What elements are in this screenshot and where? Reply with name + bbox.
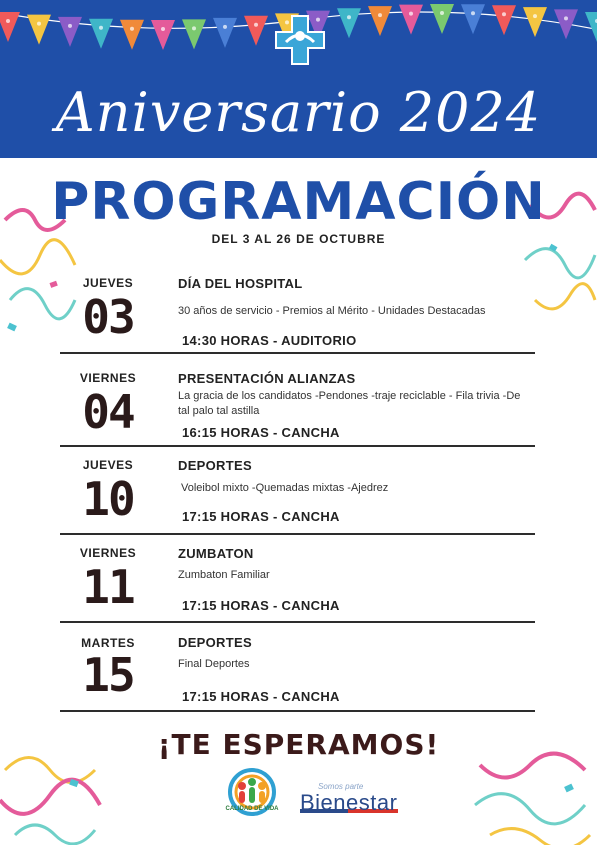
event-description: Zumbaton Familiar xyxy=(178,569,270,581)
event-description: Voleibol mixto -Quemadas mixtas -Ajedrez xyxy=(181,482,389,494)
event-time: 17:15 HORAS - CANCHA xyxy=(182,509,340,524)
bienestar-tagline: Somos parte xyxy=(318,782,364,791)
bunting-dot xyxy=(192,26,196,30)
bunting-flag xyxy=(89,19,113,49)
bunting-flag xyxy=(368,6,392,36)
event-day-number: 03 xyxy=(82,290,134,344)
bunting-dot xyxy=(378,13,382,17)
bunting-flag xyxy=(0,12,20,42)
bunting-flag xyxy=(399,5,423,35)
bunting-flag xyxy=(120,20,144,50)
event-time: 17:15 HORAS - CANCHA xyxy=(182,689,340,704)
event-name: PRESENTACIÓN ALIANZAS xyxy=(178,371,356,386)
logo-left-label xyxy=(212,806,292,813)
bunting-dot xyxy=(471,11,475,15)
logo-left-text: CALIDAD DE VIDA xyxy=(225,806,279,812)
bunting-flag xyxy=(182,19,206,49)
event-name: DÍA DEL HOSPITAL xyxy=(178,276,303,291)
event-weekday: MARTES xyxy=(81,636,135,650)
bunting-flag xyxy=(461,4,485,34)
event-description: La gracia de los candidatos -Pendones -traje reciclable - Fila trivia -De tal palo tal astilla xyxy=(178,390,521,417)
bunting-dot xyxy=(254,23,258,27)
bunting-dot xyxy=(440,11,444,15)
program-title: PROGRAMACIÓN xyxy=(51,172,546,232)
bienestar-wordmark: Bienestar xyxy=(300,790,398,815)
event-row xyxy=(60,452,535,535)
event-time: 16:15 HORAS - CANCHA xyxy=(182,425,340,440)
event-description: 30 años de servicio - Premios al Mérito - Unidades Destacadas xyxy=(178,305,486,317)
event-day-number: 15 xyxy=(82,648,134,702)
bunting-flag xyxy=(523,7,547,37)
bunting-flag xyxy=(27,15,51,45)
event-time: 14:30 HORAS - AUDITORIO xyxy=(182,333,357,348)
bunting-flag xyxy=(213,18,237,48)
event-row xyxy=(60,628,535,712)
bunting-dot xyxy=(533,14,537,18)
event-row xyxy=(60,268,535,354)
event-row xyxy=(60,540,535,623)
bunting-flag xyxy=(492,5,516,35)
bunting-dot xyxy=(409,12,413,16)
family-circle-logo xyxy=(220,766,284,832)
hospital-cross-icon xyxy=(272,12,328,68)
bunting-flag xyxy=(337,8,361,38)
closing-message: ¡TE ESPERAMOS! xyxy=(157,728,440,761)
bunting-flag xyxy=(554,9,578,39)
event-time: 17:15 HORAS - CANCHA xyxy=(182,598,340,613)
bunting-flag xyxy=(430,4,454,34)
bunting-dot xyxy=(99,26,103,30)
bunting-dot xyxy=(564,16,568,20)
bunting-flag xyxy=(151,20,175,50)
bunting-dot xyxy=(130,27,134,31)
event-weekday: JUEVES xyxy=(82,276,134,290)
event-weekday: VIERNES xyxy=(79,371,137,385)
event-row xyxy=(60,365,535,447)
bunting-dot xyxy=(68,24,72,28)
bunting-dot xyxy=(502,12,506,16)
bunting-dot xyxy=(6,19,10,23)
bunting-flag xyxy=(58,17,82,47)
banner-title: Aniversario 2024 xyxy=(55,81,542,144)
bunting-dot xyxy=(223,25,227,29)
bunting-dot xyxy=(161,27,165,31)
bunting-dot xyxy=(347,15,351,19)
header-banner xyxy=(0,0,597,158)
event-name: ZUMBATON xyxy=(178,546,254,561)
event-weekday: JUEVES xyxy=(82,458,134,472)
program-dates: DEL 3 AL 26 DE OCTUBRE xyxy=(211,232,386,246)
event-name: DEPORTES xyxy=(178,635,252,650)
event-day-number: 11 xyxy=(82,560,134,614)
bunting-dot xyxy=(37,22,41,26)
event-day-number: 04 xyxy=(82,385,134,439)
bunting-flag xyxy=(244,16,268,46)
event-day-number: 10 xyxy=(82,472,134,526)
event-name: DEPORTES xyxy=(178,458,252,473)
event-weekday: VIERNES xyxy=(79,546,137,560)
event-description: Final Deportes xyxy=(178,658,250,670)
